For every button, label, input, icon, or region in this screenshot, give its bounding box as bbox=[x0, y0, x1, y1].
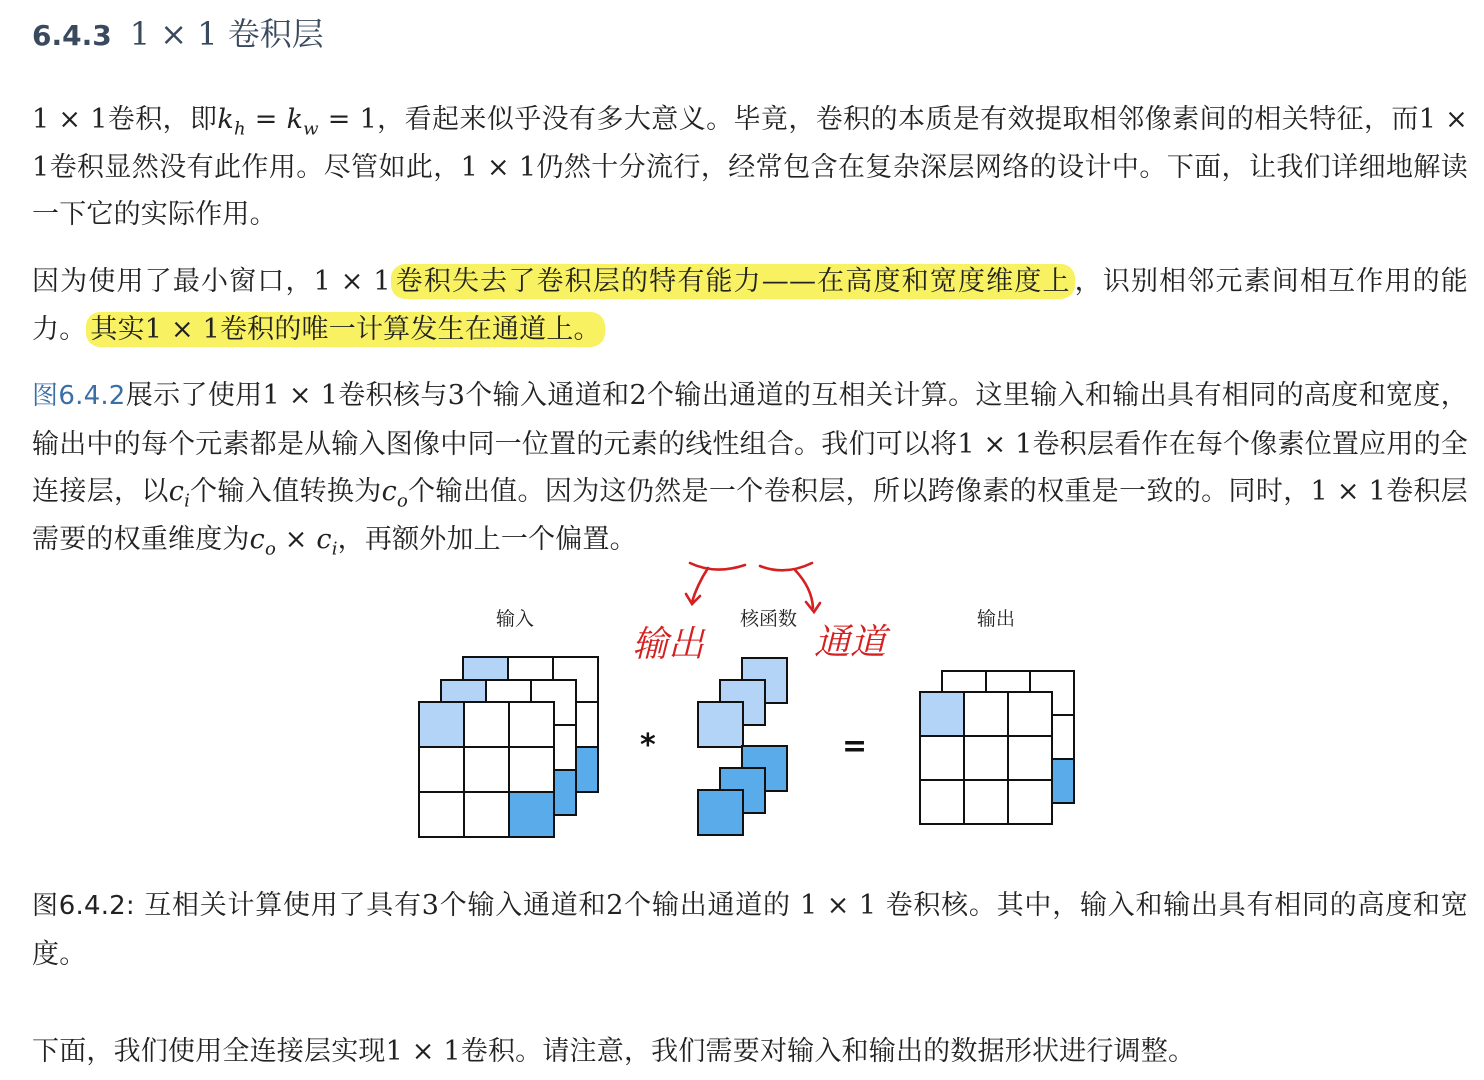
math-eq2: = 1 bbox=[318, 104, 377, 135]
annotation-output: 输出 bbox=[632, 624, 705, 665]
p2-text-b: ，识别相邻元素间相互作用的能力。 bbox=[32, 266, 1468, 345]
label-kernel: 核函数 bbox=[740, 608, 798, 630]
caption-text: 互相关计算使用了具有3个输入通道和2个输出通道的 1 × 1 卷积核。其中，输入和输出具有相同的高度和宽度。 bbox=[32, 890, 1468, 970]
input-channel-1-cell bbox=[464, 702, 509, 747]
figure-caption bbox=[32, 882, 1468, 978]
output-channel-1-cell bbox=[920, 692, 964, 736]
math-co-2: $c_o$ bbox=[249, 523, 276, 559]
input-channel-1-cell bbox=[464, 747, 509, 792]
annotation-channel: 通道 bbox=[814, 622, 887, 663]
underline-ci bbox=[760, 563, 812, 570]
p3-text-c: 个输出值。因为这仍然是一个卷积层，所以跨像素的权重是一致的。同时，1 × 1卷积层需要的权重维度为 bbox=[32, 476, 1469, 555]
p3-text-a: 展示了使用1 × 1卷积核与3个输入通道和2个输出通道的互相关计算。这里输入和输出具有相同的高度和宽度，输出中的每个元素都是从输入图像中同一位置的元素的线性组合。我们可以将1 × 1卷积层看作在每个像素位置应用的全连接层，以 bbox=[32, 380, 1468, 507]
math-co: $c_o$ bbox=[381, 476, 408, 512]
input-tensor bbox=[419, 657, 598, 837]
highlight-1: 卷积失去了卷积层的特有能力——在高度和宽度维度上 bbox=[391, 264, 1075, 299]
section-title: 1 × 1 卷积层 bbox=[129, 15, 324, 53]
operator-equal: = bbox=[842, 729, 868, 764]
math-ci: $c_i$ bbox=[168, 476, 191, 512]
caption-number: 图6.4.2: bbox=[32, 891, 135, 921]
kernel-tensor bbox=[698, 658, 787, 835]
p2-text-a: 因为使用了最小窗口，1 × 1 bbox=[32, 266, 391, 297]
figure-reference-link[interactable]: 图6.4.2 bbox=[32, 381, 126, 411]
label-input: 输入 bbox=[496, 608, 535, 630]
p3-text-d: ，再额外加上一个偏置。 bbox=[337, 523, 637, 555]
output-channel-1-cell bbox=[920, 736, 964, 780]
underline-co bbox=[690, 563, 745, 570]
input-channel-1-cell bbox=[509, 792, 554, 837]
math-kh: $k_h$ bbox=[217, 104, 246, 140]
output-channel-1-cell bbox=[964, 692, 1008, 736]
math-eq1: = bbox=[245, 104, 287, 135]
input-channel-1-cell bbox=[509, 702, 554, 747]
p3-text-b: 个输入值转换为 bbox=[190, 476, 382, 507]
highlight-2: 其实1 × 1卷积的唯一计算发生在通道上。 bbox=[86, 312, 604, 347]
output-channel-1-cell bbox=[1008, 780, 1052, 824]
input-channel-1-cell bbox=[464, 792, 509, 837]
output-channel-1-cell bbox=[920, 780, 964, 824]
input-channel-1-cell bbox=[419, 792, 464, 837]
arrow-right-stem bbox=[795, 570, 813, 608]
input-channel-1-cell bbox=[509, 747, 554, 792]
section-number: 6.4.3 bbox=[32, 19, 112, 52]
output-tensor bbox=[920, 671, 1074, 824]
p4-text: 下面，我们使用全连接层实现1 × 1卷积。请注意，我们需要对输入和输出的数据形状进行调整。 bbox=[32, 1036, 1196, 1067]
label-output: 输出 bbox=[977, 608, 1016, 630]
math-kw: $k_w$ bbox=[286, 104, 319, 140]
output-channel-1-cell bbox=[1008, 692, 1052, 736]
output-channel-1-cell bbox=[1008, 736, 1052, 780]
kernel-light-1 bbox=[698, 702, 743, 747]
operator-star: * bbox=[640, 728, 656, 763]
paragraph-next bbox=[32, 1028, 1468, 1076]
input-channel-1-cell bbox=[419, 702, 464, 747]
math-times: × bbox=[275, 523, 317, 555]
output-channel-1-cell bbox=[964, 736, 1008, 780]
p1-text-a: 1 × 1卷积，即 bbox=[32, 104, 218, 135]
input-channel-1-cell bbox=[419, 747, 464, 792]
kernel-dark-1 bbox=[698, 790, 743, 835]
p1-text-b: ，看起来似乎没有多大意义。毕竟，卷积的本质是有效提取相邻像素间的相关特征，而1 × 1卷积显然没有此作用。尽管如此，1 × 1仍然十分流行，经常包含在复杂深层网络的设计中。下面，让我们详细地解读一下它的实际作用。 bbox=[32, 104, 1468, 230]
handwritten-annotations bbox=[686, 563, 820, 612]
math-ci-2: $c_i$ bbox=[316, 523, 338, 559]
output-channel-1-cell bbox=[964, 780, 1008, 824]
